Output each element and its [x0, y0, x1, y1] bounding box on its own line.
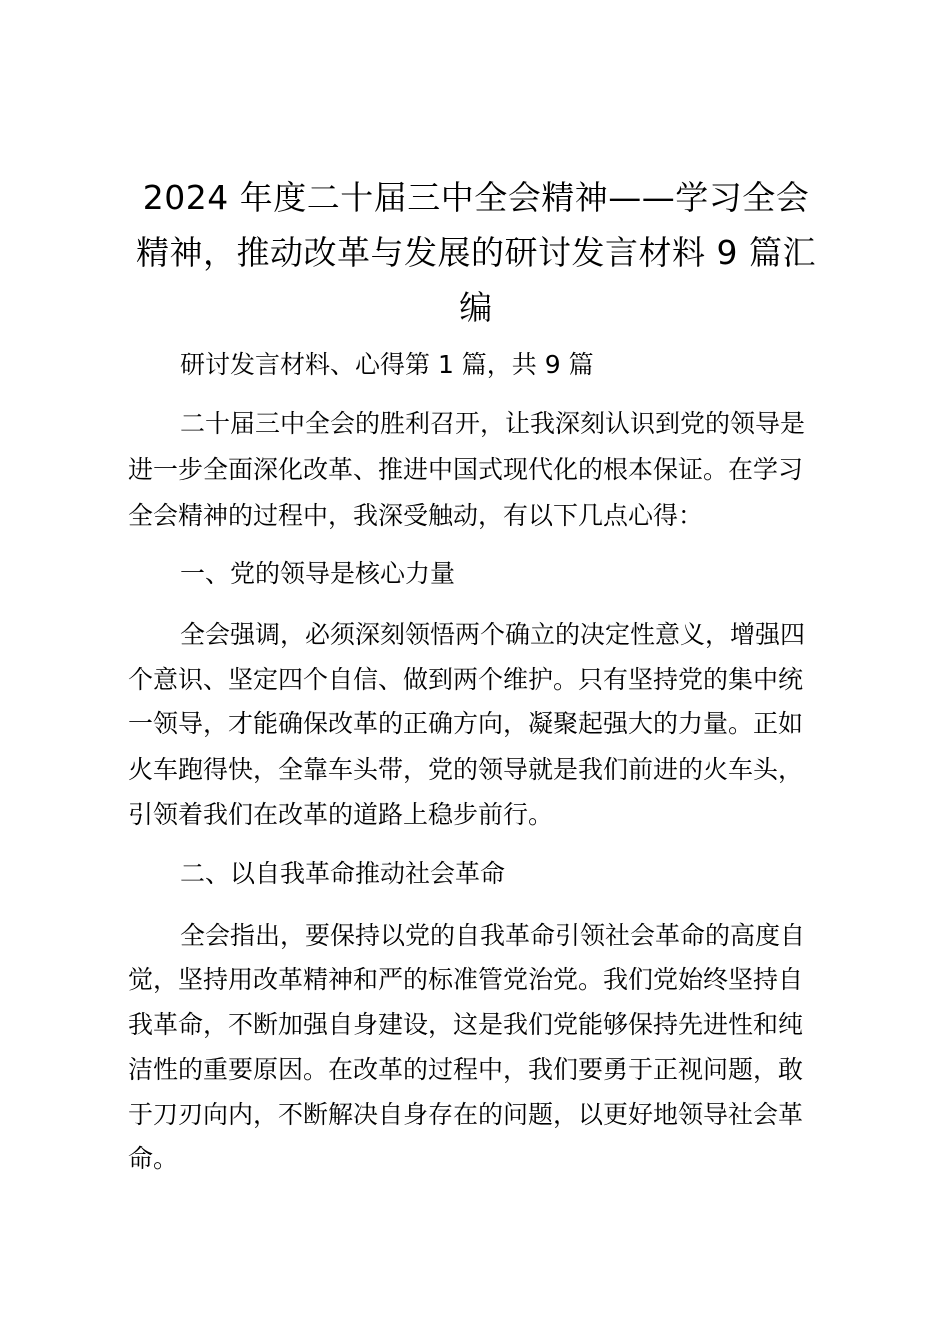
paragraph-2-line: 一领导，才能确保改革的正确方向，凝聚起强大的力量。正如: [128, 709, 804, 738]
paragraph-3-line: 命。: [128, 1144, 179, 1173]
paragraph-3-line: 我革命，不断加强自身建设，这是我们党能够保持先进性和纯: [128, 1010, 804, 1039]
paragraph-2-line: 引领着我们在改革的道路上稳步前行。: [128, 800, 554, 829]
paragraph-3-line: 觉，坚持用改革精神和严的标准管党治党。我们党始终坚持自: [128, 965, 804, 994]
subtitle: 研讨发言材料、心得第 1 篇，共 9 篇: [180, 350, 594, 379]
paragraph-3-line: 于刀刃向内，不断解决自身存在的问题，以更好地领导社会革: [128, 1100, 804, 1129]
paragraph-2-line: 个意识、坚定四个自信、做到两个维护。只有坚持党的集中统: [128, 665, 804, 694]
paragraph-1-line: 二十届三中全会的胜利召开，让我深刻认识到党的领导是: [180, 409, 806, 438]
paragraph-1-line: 全会精神的过程中，我深受触动，有以下几点心得：: [128, 501, 704, 530]
paragraph-3-line: 洁性的重要原因。在改革的过程中，我们要勇于正视问题，敢: [128, 1055, 804, 1084]
section-heading-1: 一、党的领导是核心力量: [180, 559, 456, 588]
section-heading-2: 二、以自我革命推动社会革命: [180, 859, 506, 888]
title-line: 精神，推动改革与发展的研讨发言材料 9 篇汇: [136, 233, 816, 272]
paragraph-1-line: 进一步全面深化改革、推进中国式现代化的根本保证。在学习: [128, 455, 804, 484]
title-line: 编: [459, 288, 493, 327]
paragraph-3-line: 全会指出，要保持以党的自我革命引领社会革命的高度自: [180, 921, 806, 950]
document-title: [118, 170, 834, 335]
paragraph-2-line: 火车跑得快，全靠车头带，党的领导就是我们前进的火车头，: [128, 755, 804, 784]
title-line: 2024 年度二十届三中全会精神——学习全会: [142, 178, 810, 217]
paragraph-2-line: 全会强调，必须深刻领悟两个确立的决定性意义，增强四: [180, 620, 806, 649]
